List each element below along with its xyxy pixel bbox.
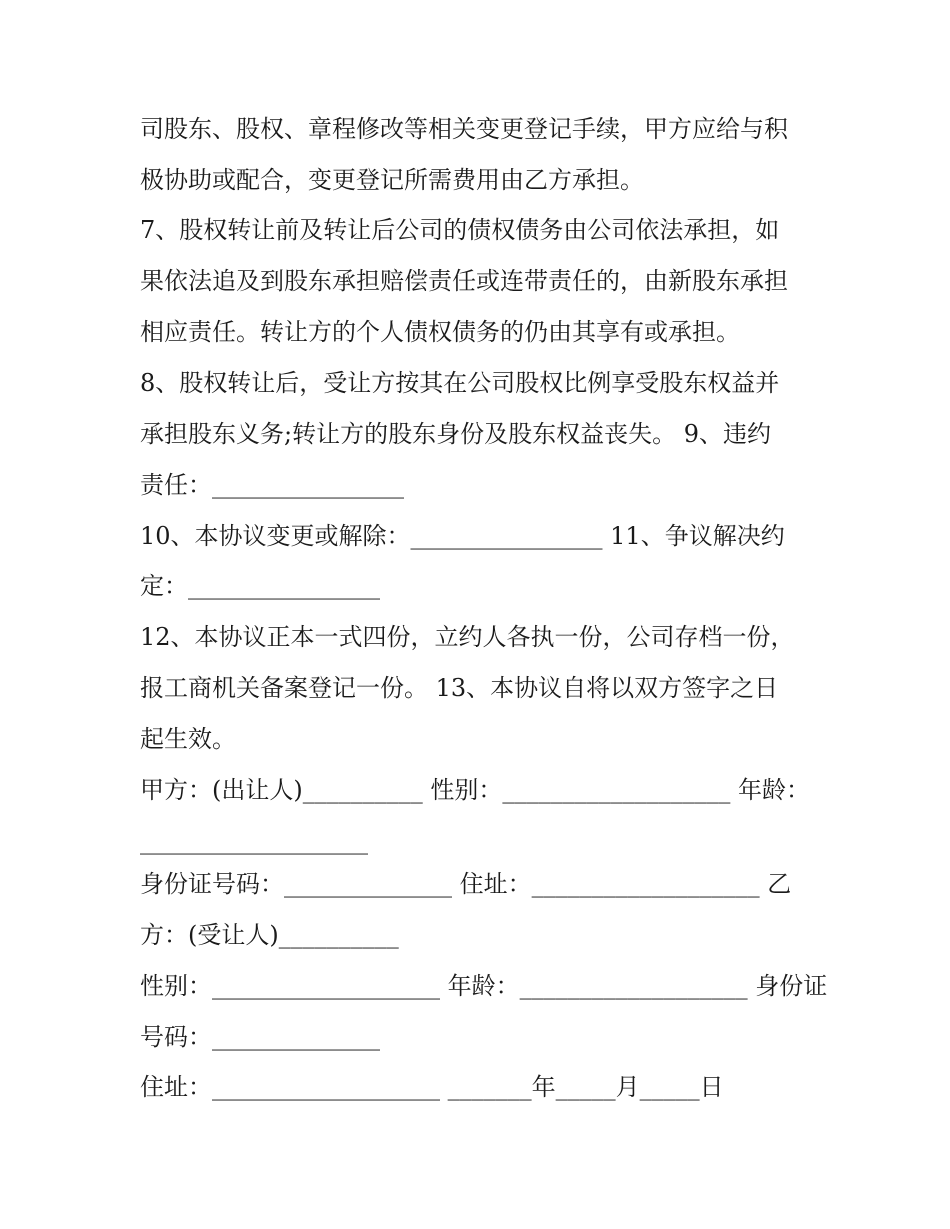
text-line: 相应责任。转让方的个人债权债务的仍由其享有或承担。 <box>140 318 740 346</box>
text-line: 12、本协议正本一式四份，立约人各执一份，公司存档一份， <box>140 623 795 651</box>
text-line: 承担股东义务;转让方的股东身份及股东权益丧失。 9、违约 <box>140 420 771 448</box>
text-line: 号码：______________ <box>140 1023 380 1051</box>
text-line: 报工商机关备案登记一份。 13、本协议自将以双方签字之日 <box>140 674 779 702</box>
text-line: ___________________ <box>140 827 368 855</box>
text-line: 10、本协议变更或解除：________________ 11、争议解决约 <box>140 522 785 550</box>
text-line: 性别：___________________ 年龄：___________________ 身份证 <box>140 972 828 1000</box>
text-line: 起生效。 <box>140 725 236 753</box>
text-line: 司股东、股权、章程修改等相关变更登记手续，甲方应给与积 <box>140 115 788 143</box>
text-line: 方：(受让人)__________ <box>140 921 399 949</box>
text-line: 身份证号码：______________ 住址：___________________ 乙 <box>140 870 792 898</box>
text-line: 住址：___________________ _______年_____月_____日 <box>140 1073 724 1101</box>
text-line: 7、股权转让前及转让后公司的债权债务由公司依法承担，如 <box>140 216 780 244</box>
text-line: 责任：________________ <box>140 471 404 499</box>
text-line: 极协助或配合，变更登记所需费用由乙方承担。 <box>140 166 644 194</box>
text-line: 8、股权转让后，受让方按其在公司股权比例享受股东权益并 <box>140 369 780 397</box>
text-line: 甲方：(出让人)__________ 性别：___________________ 年龄： <box>140 776 810 804</box>
text-line: 果依法追及到股东承担赔偿责任或连带责任的，由新股东承担 <box>140 267 788 295</box>
text-line: 定：________________ <box>140 572 380 600</box>
